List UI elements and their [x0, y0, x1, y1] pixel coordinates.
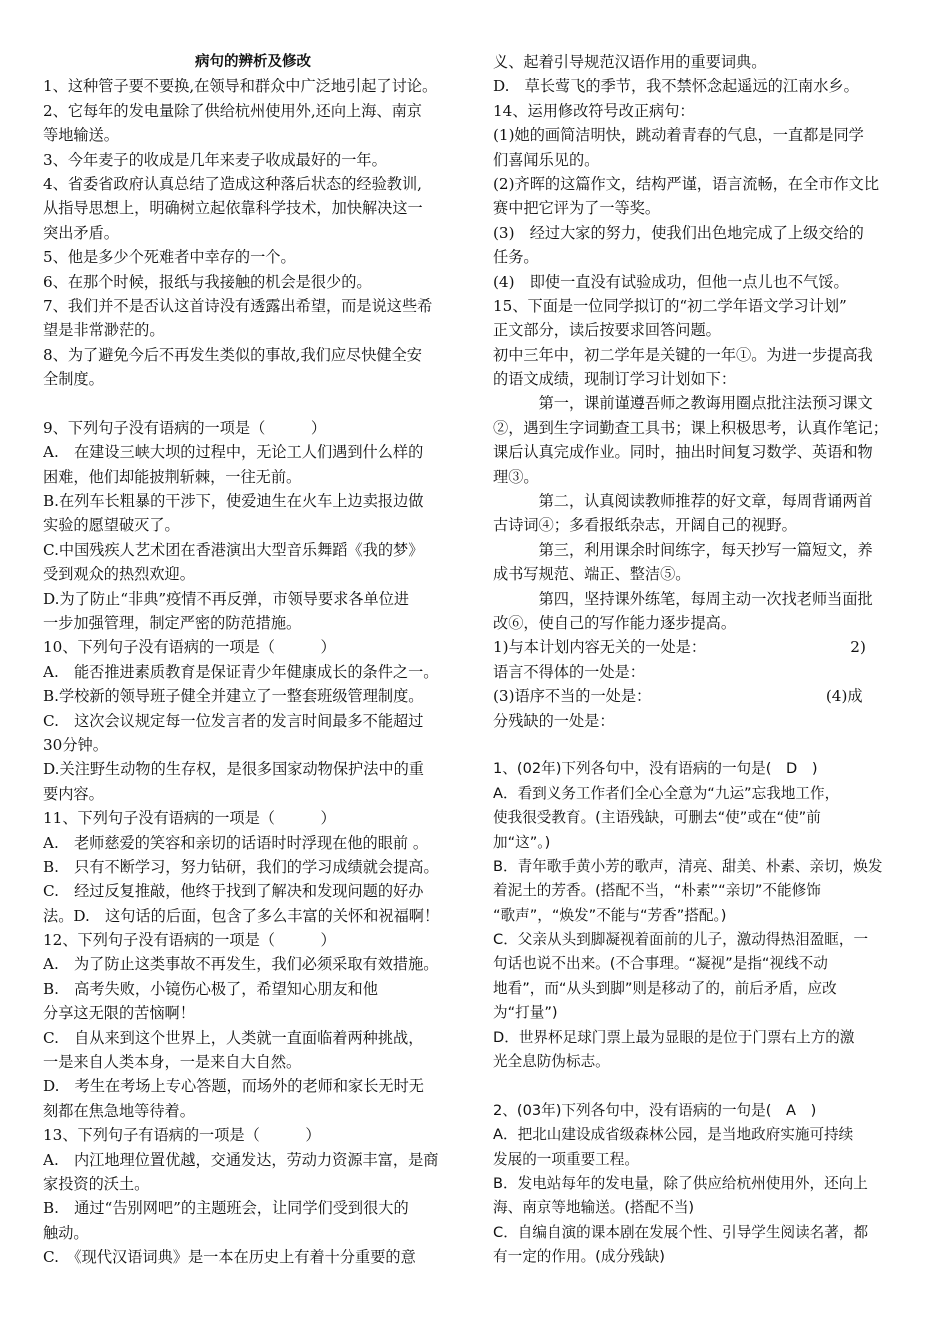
text-line: B. 通过“告别网吧”的主题班会，让同学们受到很大的 [43, 1199, 409, 1218]
blank-line [493, 733, 908, 757]
text-line: 望是非常渺茫的。 [43, 321, 165, 340]
left-column [43, 50, 463, 1270]
text-line: A. 在建设三峡大坝的过程中，无论工人们遇到什么样的 [43, 443, 424, 462]
text-line: 11、下列句子没有语病的一项是（ ） [43, 809, 336, 828]
text-line: 课后认真完成作业。同时，抽出时间复习数学、英语和物 [493, 443, 873, 462]
text-line: 6、在那个时候，报纸与我接触的机会是很少的。 [43, 272, 372, 291]
text-line: 10、下列句子没有语病的一项是（ ） [43, 638, 336, 657]
text-line: B.在列车长粗暴的干涉下，使爱迪生在火车上边卖报边做 [43, 492, 424, 511]
text-line: 1、这种管子要不要换,在领导和群众中广泛地引起了讨论。 [43, 77, 438, 96]
text-line: 赛中把它评为了一等奖。 [493, 199, 661, 218]
text-line: 2、(03年)下列各句中，没有语病的一句是( A ) [493, 1101, 817, 1119]
text-line: 的语文成绩，现制订学习计划如下： [493, 370, 736, 389]
text-line: 15、下面是一位同学拟订的“初二学年语文学习计划” [493, 296, 847, 315]
text-line: 成书写规范、端正、整洁⑤。 [493, 565, 691, 584]
text-line: 理③。 [493, 467, 539, 486]
text-line: 语言不得体的一处是： [493, 662, 645, 681]
text-line: 第二，认真阅读教师推荐的好文章，每周背诵两首 [493, 492, 873, 511]
text-line: 4、省委省政府认真总结了造成这种落后状态的经验教训, [43, 174, 422, 193]
text-line: 全制度。 [43, 370, 104, 389]
text-line: 第一，课前谨遵吾师之教诲用圈点批注法预习课文 [493, 394, 873, 413]
text-line: 们喜闻乐见的。 [493, 150, 600, 169]
text-line: 第四，坚持课外练笔，每周主动一次找老师当面批 [493, 589, 873, 608]
text-line: “歌声”，“焕发”不能与“芳香”搭配。) [493, 906, 727, 924]
text-line: 一是来自人类本身，一是来自大自然。 [43, 1053, 302, 1072]
text-line: 7、我们并不是否认这首诗没有透露出希望，而是说这些希 [43, 296, 433, 315]
text-line: 9、下列句子没有语病的一项是（ ） [43, 418, 327, 437]
text-line: 发展的一项重要工程。 [493, 1150, 639, 1168]
text-line: 1)与本计划内容无关的一处是： 2) [493, 638, 866, 657]
text-line: 家投资的沃土。 [43, 1174, 150, 1193]
text-line: A．把北山建设成省级森林公园，是当地政府实施可持续 [493, 1126, 854, 1144]
text-line: C. 《现代汉语词典》是一本在历史上有着十分重要的意 [43, 1248, 416, 1267]
text-line: 初中三年中，初二学年是关键的一年①。为进一步提高我 [493, 345, 873, 364]
text-line: 为“打量”) [493, 1004, 558, 1022]
text-line: 分残缺的一处是： [493, 711, 615, 730]
text-line: 1、(02年)下列各句中，没有语病的一句是( D ) [493, 760, 818, 778]
blank-line [493, 1074, 908, 1098]
text-line: 触动。 [43, 1223, 89, 1242]
text-line: 义、起着引导规范汉语作用的重要词典。 [493, 53, 767, 71]
text-line: C. 这次会议规定每一位发言者的发言时间最多不能超过 [43, 711, 424, 730]
text-line: (4) 即使一直没有试验成功，但他一点儿也不气馁。 [493, 272, 849, 291]
text-line: A. 为了防止这类事故不再发生，我们必须采取有效措施。 [43, 955, 439, 974]
text-line: A．看到义务工作者们全心全意为“九运”忘我地工作， [493, 784, 840, 802]
text-line: 着泥土的芳香。(搭配不当，“朴素”“亲切”不能修饰 [493, 882, 821, 900]
text-line: 8、为了避免今后不再发生类似的事故,我们应尽快健全安 [43, 345, 422, 364]
text-line: 光全息防伪标志。 [493, 1053, 610, 1071]
text-line: 正文部分，读后按要求回答问题。 [493, 321, 721, 340]
text-line: 从指导思想上，明确树立起依靠科学技术，加快解决这一 [43, 199, 423, 218]
text-line: (3)语序不当的一处是： (4)成 [493, 687, 863, 706]
document-title: 病句的辨析及修改 [195, 54, 311, 70]
text-line: A. 内江地理位置优越，交通发达，劳动力资源丰富，是商 [43, 1150, 439, 1169]
text-line: 5、他是多少个死难者中幸存的一个。 [43, 248, 296, 267]
right-column [493, 50, 908, 1270]
text-line: (3) 经过大家的努力，使我们出色地完成了上级交给的 [493, 223, 864, 242]
text-line: B.学校新的领导班子健全并建立了一整套班级管理制度。 [43, 687, 424, 706]
text-line: 地看”，而“从头到脚”则是移动了的，前后矛盾，应改 [493, 979, 837, 997]
text-line: 12、下列句子没有语病的一项是（ ） [43, 931, 336, 950]
text-line: C．父亲从头到脚凝视着面前的儿子，激动得热泪盈眶，一 [493, 931, 869, 949]
text-line: 一步加强管理，制定严密的防范措施。 [43, 613, 302, 632]
text-line: D.为了防止“非典”疫情不再反弹，市领导要求各单位进 [43, 589, 410, 608]
text-line: ②，遇到生字词勤查工具书；课上积极思考，认真作笔记； [493, 418, 888, 437]
text-line: B．发电站每年的发电量，除了供应给杭州使用外，还向上 [493, 1174, 868, 1192]
text-line: A. 老师慈爱的笑容和亲切的话语时时浮现在他的眼前 。 [43, 833, 429, 852]
text-line: C. 自从来到这个世界上，人类就一直面临着两种挑战， [43, 1028, 424, 1047]
text-line: 使我很受教育。(主语残缺，可删去“使”或在“使”前 [493, 809, 821, 827]
text-line: C. 经过反复推敲，他终于找到了解决和发现问题的好办 [43, 882, 424, 901]
text-line: 2、它每年的发电量除了供给杭州使用外,还向上海、南京 [43, 101, 422, 120]
text-line: B. 高考失败，小镜伤心极了，希望知心朋友和他 [43, 979, 378, 998]
text-line: 3、今年麦子的收成是几年来麦子收成最好的一年。 [43, 150, 387, 169]
text-line: 等地输送。 [43, 126, 119, 145]
text-line: 14、运用修改符号改正病句： [493, 101, 695, 120]
text-line: 加“这”。) [493, 833, 551, 851]
text-line: 古诗词④；多看报纸杂志，开阔自己的视野。 [493, 516, 797, 535]
text-line: D. 考生在考场上专心答题，而场外的老师和家长无时无 [43, 1077, 424, 1096]
text-line: 突出矛盾。 [43, 223, 119, 242]
text-line: D.关注野生动物的生存权，是很多国家动物保护法中的重 [43, 760, 424, 779]
text-line: C．自编自演的课本剧在发展个性、引导学生阅读名著，都 [493, 1223, 869, 1241]
text-line: 困难，他们却能披荆斩棘，一往无前。 [43, 467, 302, 486]
text-line: (2)齐晖的这篇作文，结构严谨，语言流畅，在全市作文比 [493, 174, 880, 193]
text-line: 刻都在焦急地等待着。 [43, 1101, 195, 1120]
text-line: 有一定的作用。(成分残缺) [493, 1248, 665, 1266]
text-line: 海、南京等地输送。(搭配不当) [493, 1199, 695, 1217]
text-line: 分享这无限的苦恼啊！ [43, 1004, 195, 1023]
text-line: 法。D. 这句话的后面，包含了多么丰富的关怀和祝福啊！ [43, 906, 440, 925]
text-line: D．世界杯足球门票上最为显眼的是位于门票右上方的激 [493, 1028, 855, 1046]
text-line: 13、下列句子有语病的一项是（ ） [43, 1126, 321, 1145]
text-line: B. 只有不断学习，努力钻研，我们的学习成绩就会提高。 [43, 857, 439, 876]
text-line: 30分钟。 [43, 735, 108, 754]
text-line: (1)她的画简洁明快，跳动着青春的气息，一直都是同学 [493, 126, 864, 145]
text-line: D. 草长莺飞的季节，我不禁怀念起遥远的江南水乡。 [493, 77, 859, 96]
blank-line [43, 391, 463, 415]
text-line: 改⑥，使自己的写作能力逐步提高。 [493, 613, 736, 632]
text-line: 要内容。 [43, 784, 104, 803]
text-line: 受到观众的热烈欢迎。 [43, 565, 195, 584]
text-line: 任务。 [493, 248, 539, 267]
text-line: 第三，利用课余时间练字，每天抄写一篇短文，养 [493, 540, 873, 559]
text-line: C.中国残疾人艺术团在香港演出大型音乐舞蹈《我的梦》 [43, 540, 424, 559]
text-line: B．青年歌手黄小芳的歌声，清亮、甜美、朴素、亲切，焕发 [493, 857, 883, 875]
text-line: A. 能否推进素质教育是保证青少年健康成长的条件之一。 [43, 662, 439, 681]
text-line: 实验的愿望破灭了。 [43, 516, 180, 535]
text-line: 句话也说不出来。(不合事理。“凝视”是指“视线不动 [493, 955, 828, 973]
